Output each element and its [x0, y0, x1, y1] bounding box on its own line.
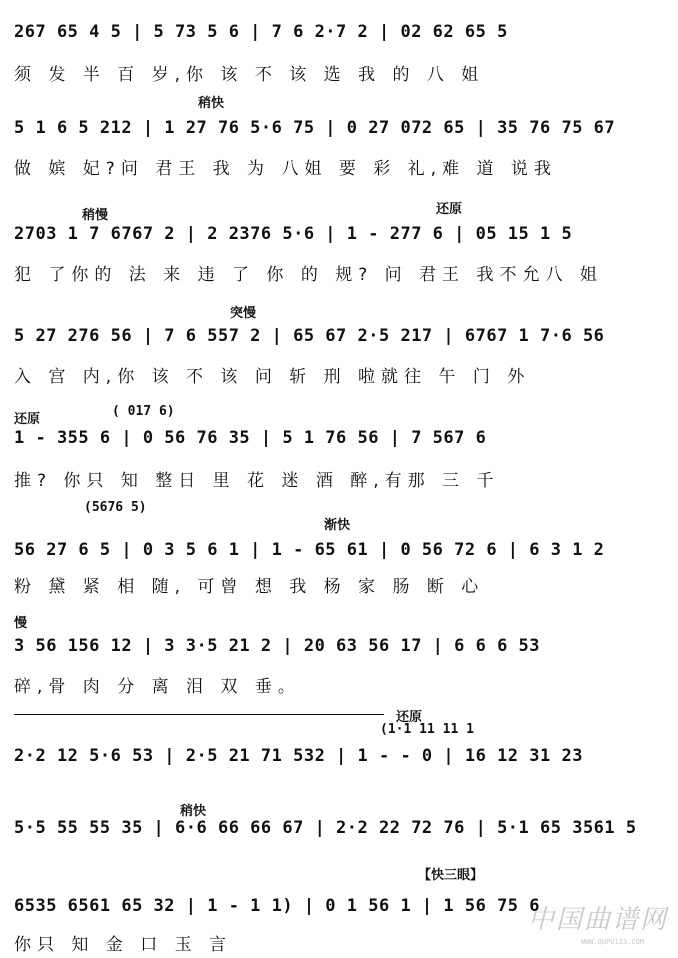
notation-line: 5 27 276 56 | 7 6 557 2 | 65 67 2·5 217 | 6767 1 7·6 56 [14, 326, 605, 346]
site-watermark-url: WWW.QUPU123.COM [580, 938, 644, 946]
notation-line: 5·5 55 55 35 | 6·6 66 66 67 | 2·2 22 72 76 | 5·1 65 3561 5 [14, 818, 637, 838]
bracket-notation: (1·1 11 11 1 [380, 722, 474, 737]
lyrics-line: 推? 你只 知 整日 里 花 迷 酒 醉,有那 三 千 [14, 471, 500, 491]
lyrics-line: 碎,骨 肉 分 离 泪 双 垂。 [14, 677, 301, 697]
lyrics-line: 你只 知 金 口 玉 言 [14, 935, 233, 955]
tempo-mark: 还原 [396, 710, 423, 725]
tempo-mark: 稍快 [180, 804, 207, 819]
tempo-mark: 慢 [14, 616, 28, 631]
lyrics-line: 做 嫔 妃?问 君王 我 为 八姐 要 彩 礼,难 道 说我 [14, 159, 557, 179]
tempo-mark: 还原 [436, 202, 463, 217]
notation-line: 2703 1 7 6767 2 | 2 2376 5·6 | 1 - 277 6 | 05 15 1 5 [14, 224, 573, 244]
notation-line: 6535 6561 65 32 | 1 - 1 1) | 0 1 56 1 | 1 56 75 6 [14, 896, 541, 916]
section-heading: 【快三眼】 [418, 868, 484, 883]
bracket-notation: ( 017 6) [112, 404, 175, 419]
notation-line: 267 65 4 5 | 5 73 5 6 | 7 6 2·7 2 | 02 62 65 5 [14, 22, 508, 42]
tempo-mark: 还原 [14, 412, 41, 427]
tempo-mark: 突慢 [230, 306, 257, 321]
notation-line: 5 1 6 5 212 | 1 27 76 5·6 75 | 0 27 072 65 | 35 76 75 67 [14, 118, 616, 138]
lyrics-line: 犯 了你的 法 来 违 了 你 的 规? 问 君王 我不允八 姐 [14, 265, 603, 285]
tempo-mark: 稍快 [198, 96, 225, 111]
notation-line: 3 56 156 12 | 3 3·5 21 2 | 20 63 56 17 | 6 6 6 53 [14, 636, 541, 656]
tempo-mark: 稍慢 [82, 208, 109, 223]
lyrics-line: 须 发 半 百 岁,你 该 不 该 选 我 的 八 姐 [14, 65, 485, 85]
tempo-mark: 渐快 [324, 518, 351, 533]
notation-line: 56 27 6 5 | 0 3 5 6 1 | 1 - 65 61 | 0 56 72 6 | 6 3 1 2 [14, 540, 605, 560]
long-tie-line [14, 714, 384, 715]
bracket-notation: (5676 5) [84, 500, 147, 515]
lyrics-line: 粉 黛 紧 相 随, 可曾 想 我 杨 家 肠 断 心 [14, 577, 485, 597]
notation-line: 1 - 355 6 | 0 56 76 35 | 5 1 76 56 | 7 567 6 [14, 428, 487, 448]
site-watermark: 中国曲谱网 [527, 905, 668, 935]
lyrics-line: 入 宫 内,你 该 不 该 问 斩 刑 啦就往 午 门 外 [14, 367, 531, 387]
notation-line: 2·2 12 5·6 53 | 2·5 21 71 532 | 1 - - 0 | 16 12 31 23 [14, 746, 583, 766]
